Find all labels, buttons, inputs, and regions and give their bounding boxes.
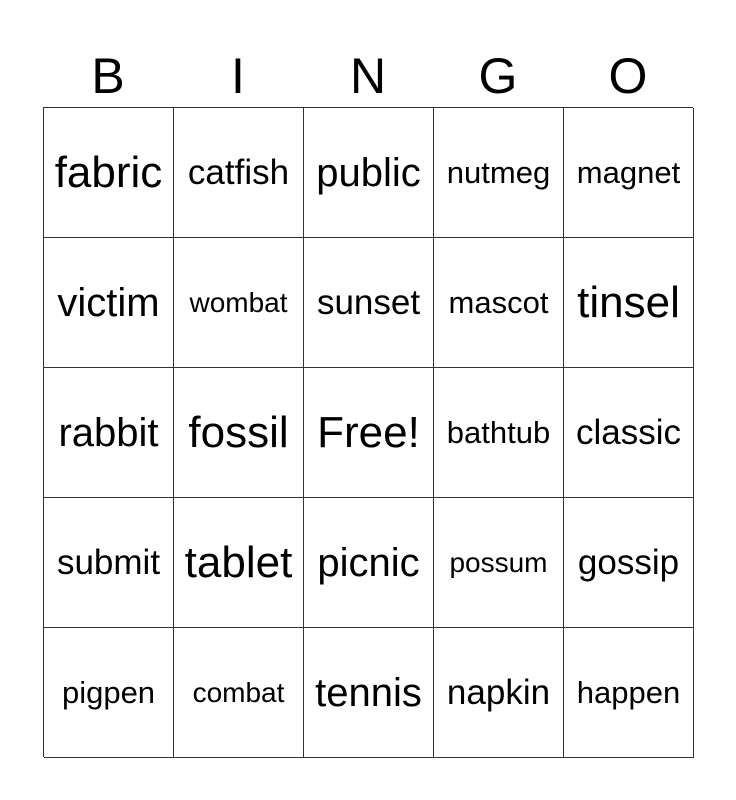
bingo-cell[interactable]: classic bbox=[564, 368, 694, 498]
bingo-cell[interactable]: rabbit bbox=[44, 368, 174, 498]
bingo-cell[interactable]: public bbox=[304, 108, 434, 238]
header-letter-b: B bbox=[91, 48, 125, 104]
bingo-cell[interactable]: fabric bbox=[44, 108, 174, 238]
bingo-cell[interactable]: submit bbox=[44, 498, 174, 628]
bingo-cell[interactable]: happen bbox=[564, 628, 694, 758]
bingo-cell[interactable]: combat bbox=[174, 628, 304, 758]
bingo-cell[interactable]: wombat bbox=[174, 238, 304, 368]
bingo-cell[interactable]: magnet bbox=[564, 108, 694, 238]
bingo-cell[interactable]: sunset bbox=[304, 238, 434, 368]
bingo-cell[interactable]: catfish bbox=[174, 108, 304, 238]
bingo-cell[interactable]: nutmeg bbox=[434, 108, 564, 238]
bingo-cell[interactable]: possum bbox=[434, 498, 564, 628]
bingo-cell[interactable]: mascot bbox=[434, 238, 564, 368]
bingo-cell[interactable]: victim bbox=[44, 238, 174, 368]
bingo-board bbox=[43, 107, 693, 757]
bingo-cell[interactable]: tablet bbox=[174, 498, 304, 628]
bingo-cell[interactable]: pigpen bbox=[44, 628, 174, 758]
bingo-cell[interactable]: napkin bbox=[434, 628, 564, 758]
free-space-cell[interactable]: Free! bbox=[304, 368, 434, 498]
header-letter-o: O bbox=[608, 48, 648, 104]
bingo-cell[interactable]: picnic bbox=[304, 498, 434, 628]
header-letter-n: N bbox=[349, 48, 387, 104]
bingo-cell[interactable]: bathtub bbox=[434, 368, 564, 498]
header-letter-g: G bbox=[478, 48, 518, 104]
bingo-cell[interactable]: fossil bbox=[174, 368, 304, 498]
header-letter-i: I bbox=[231, 48, 245, 104]
bingo-cell[interactable]: tinsel bbox=[564, 238, 694, 368]
bingo-cell[interactable]: tennis bbox=[304, 628, 434, 758]
bingo-header bbox=[43, 44, 693, 108]
bingo-cell[interactable]: gossip bbox=[564, 498, 694, 628]
